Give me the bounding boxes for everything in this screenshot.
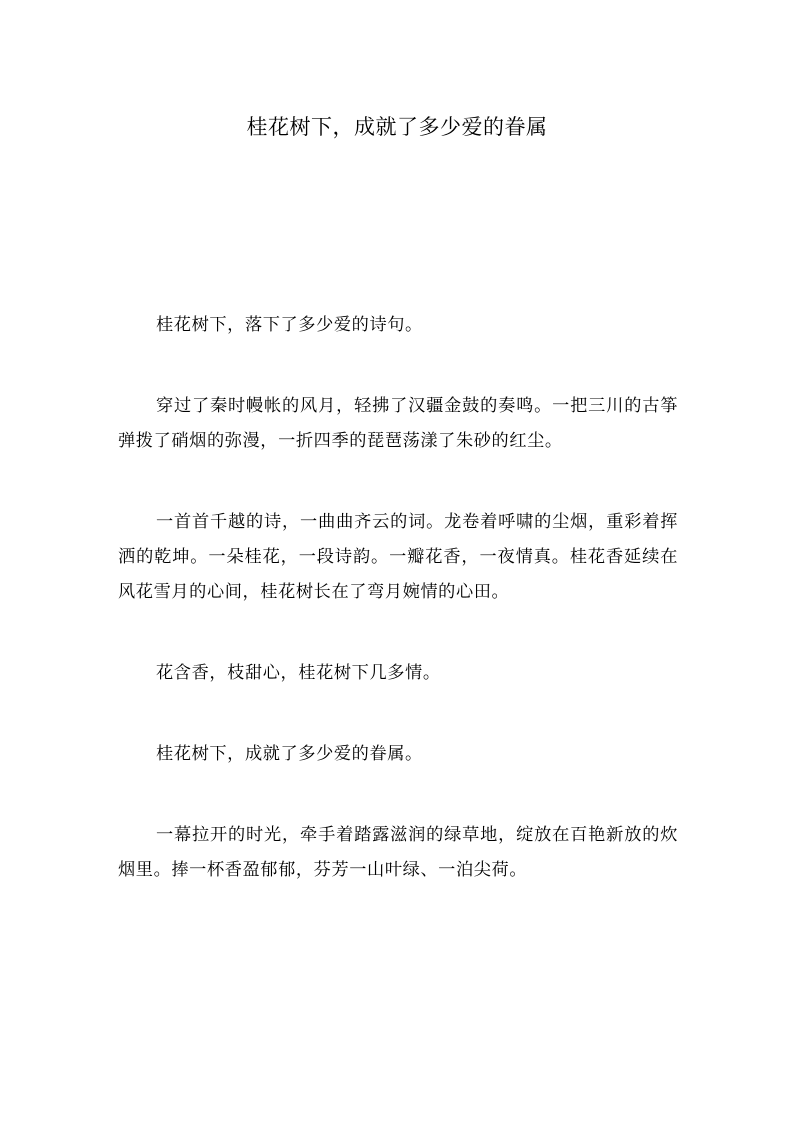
document-title: 桂花树下，成就了多少爱的眷属 (246, 115, 548, 139)
paragraph-6: 一幕拉开的时光，牵手着踏露滋润的绿草地，绽放在百艳新放的炊烟里。捧一杯香盈郁郁，芬芳一山叶绿、一泊尖荷。 (118, 825, 678, 880)
paragraph-3: 一首首千越的诗，一曲曲齐云的词。龙卷着呼啸的尘烟，重彩着挥洒的乾坤。一朵桂花，一段诗韵。一瓣花香，一夜情真。桂花香延续在风花雪月的心间，桂花树长在了弯月婉情的心田。 (118, 512, 678, 602)
document-body (118, 308, 678, 888)
paragraph-4: 花含香，枝甜心，桂花树下几多情。 (156, 663, 441, 683)
paragraph-5: 桂花树下，成就了多少爱的眷属。 (156, 744, 423, 764)
paragraph-2: 穿过了秦时幔帐的风月，轻拂了汉疆金鼓的奏鸣。一把三川的古筝弹拨了硝烟的弥漫，一折四季的琵琶荡漾了朱砂的红尘。 (118, 396, 678, 451)
paragraph-1: 桂花树下，落下了多少爱的诗句。 (156, 315, 423, 335)
